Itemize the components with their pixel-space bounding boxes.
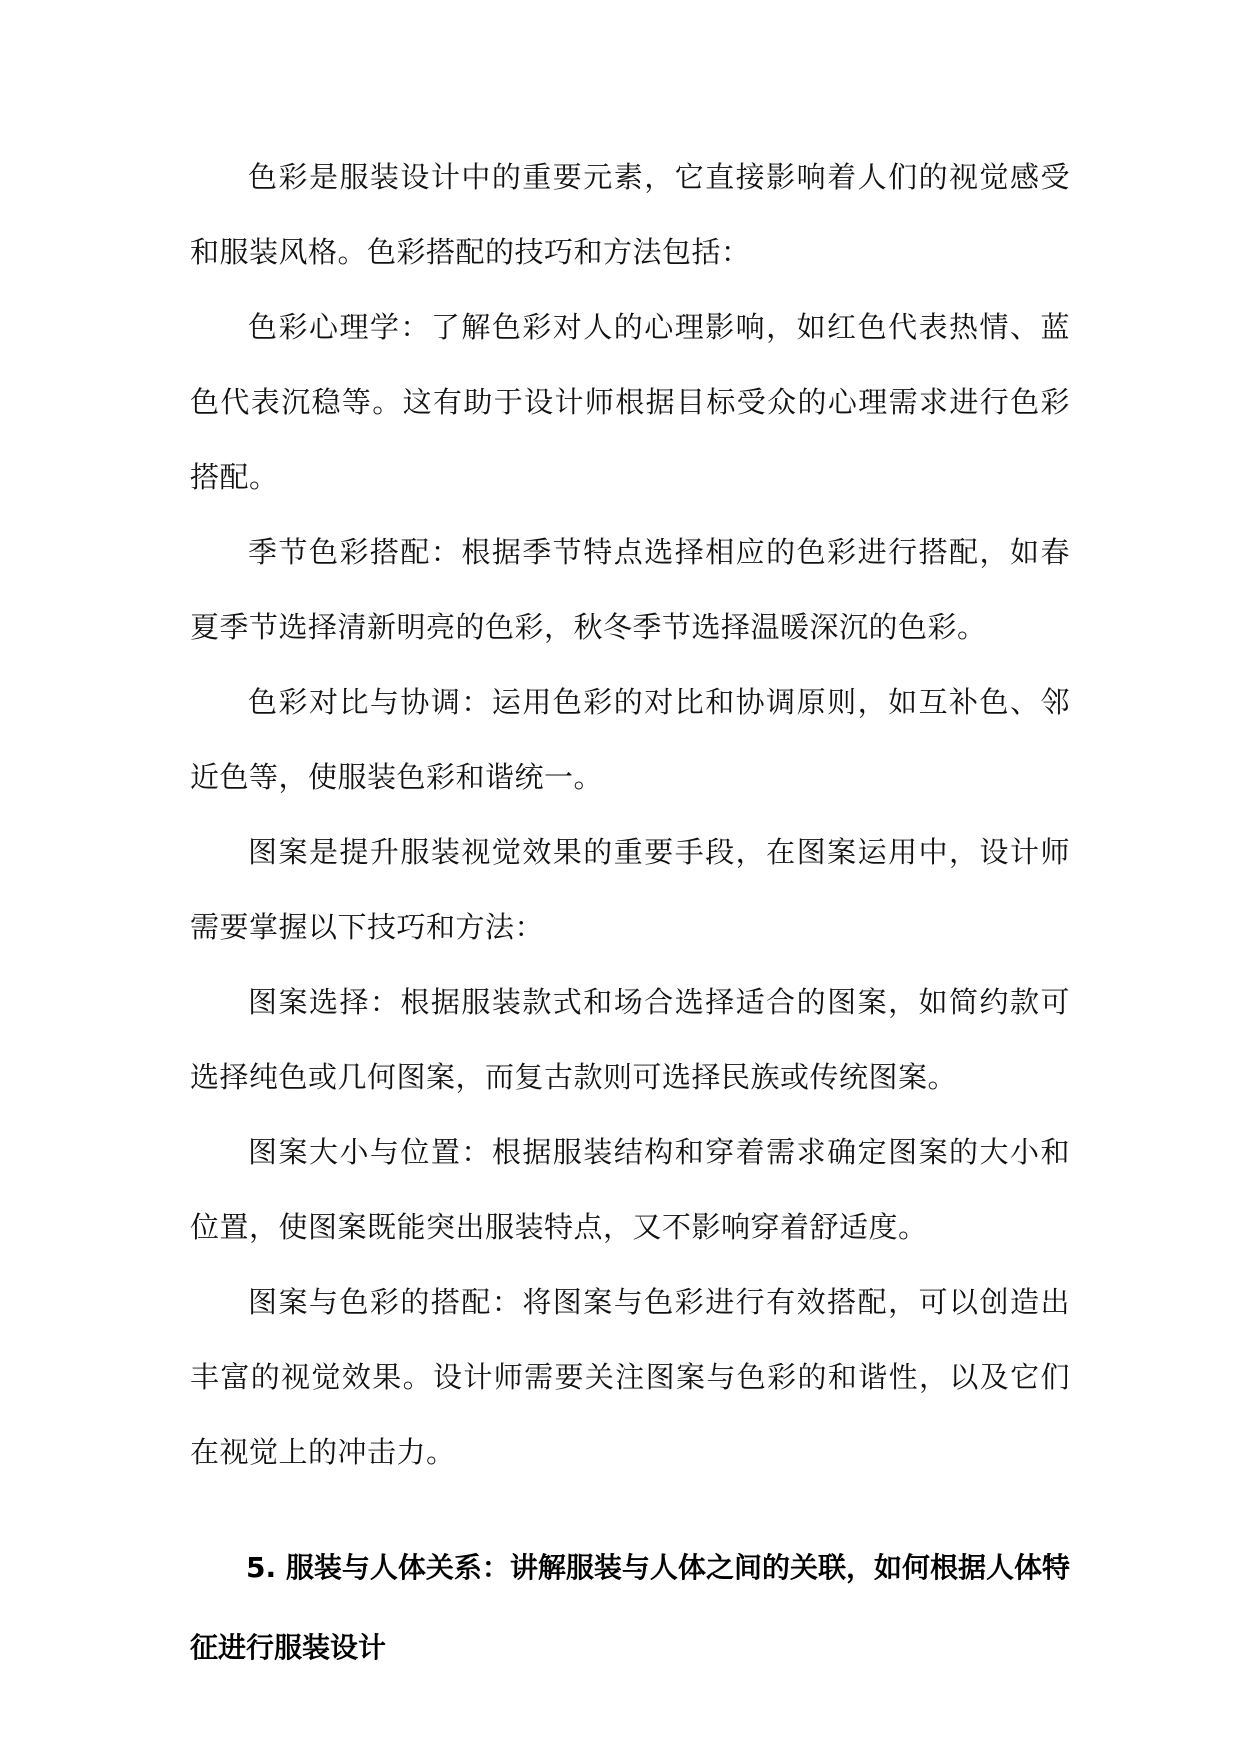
document-body — [190, 140, 1070, 1688]
paragraph-pattern-size-position: 图案大小与位置：根据服装结构和穿着需求确定图案的大小和位置，使图案既能突出服装特点，又不影响穿着舒适度。 — [190, 1135, 1070, 1244]
paragraph-pattern-selection: 图案选择：根据服装款式和场合选择适合的图案，如简约款可选择纯色或几何图案，而复古款则可选择民族或传统图案。 — [190, 985, 1070, 1094]
paragraph-color-intro: 色彩是服装设计中的重要元素，它直接影响着人们的视觉感受和服装风格。色彩搭配的技巧和方法包括： — [190, 160, 1070, 269]
paragraph-seasonal-color: 季节色彩搭配：根据季节特点选择相应的色彩进行搭配，如春夏季节选择清新明亮的色彩，秋冬季节选择温暖深沉的色彩。 — [190, 535, 1070, 644]
paragraph-color-contrast: 色彩对比与协调：运用色彩的对比和协调原则，如互补色、邻近色等，使服装色彩和谐统一。 — [190, 685, 1070, 794]
paragraph-pattern-intro: 图案是提升服装视觉效果的重要手段，在图案运用中，设计师需要掌握以下技巧和方法： — [190, 835, 1070, 944]
paragraph-color-psychology: 色彩心理学：了解色彩对人的心理影响，如红色代表热情、蓝色代表沉稳等。这有助于设计师根据目标受众的心理需求进行色彩搭配。 — [190, 310, 1070, 494]
section-heading: 5. 服装与人体关系：讲解服装与人体之间的关联，如何根据人体特征进行服装设计 — [190, 1551, 1070, 1664]
paragraph-pattern-color-matching: 图案与色彩的搭配：将图案与色彩进行有效搭配，可以创造出丰富的视觉效果。设计师需要关注图案与色彩的和谐性，以及它们在视觉上的冲击力。 — [190, 1285, 1070, 1469]
